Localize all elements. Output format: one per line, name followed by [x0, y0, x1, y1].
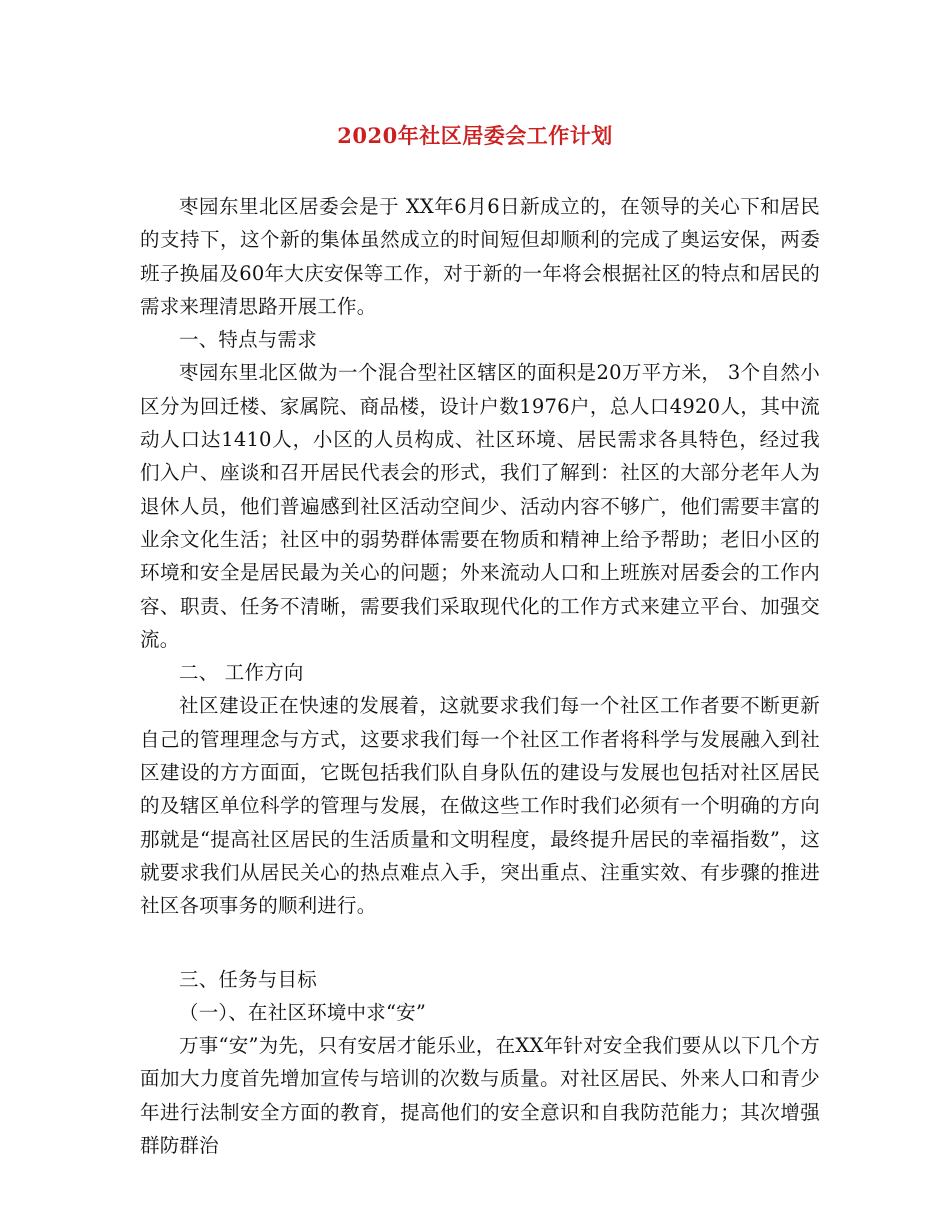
- subsection-heading-safety: （一）、在社区环境中求“安”: [179, 1000, 426, 1024]
- paragraph-spacer: [140, 923, 820, 963]
- section-heading-direction: 二、 工作方向: [179, 661, 304, 685]
- section-heading-characteristics: 一、特点与需求: [179, 328, 317, 352]
- section-paragraph-safety: 万事“安”为先，只有安居才能乐业，在XX年针对安全我们要从以下几个方面加大力度首先增加宣传与培训的次数与质量。对社区居民、外来人口和青少年进行法制安全方面的教育，提高他们的安全意识和自我防范能力；其次增强群防群治: [140, 1034, 820, 1158]
- section-paragraph-characteristics: 枣园东里北区做为一个混合型社区辖区的面积是20万平方米， 3个自然小区分为回迁楼、家属院、商品楼，设计户数1976户，总人口4920人，其中流动人口达1410人，小区的人员构成、社区环境、居民需求各具特色，经过我们入户、座谈和召开居民代表会的形式，我们了解到：社区的大部分老年人为退休人员，他们普遍感到社区活动空间少、活动内容不够广，他们需要丰富的业余文化生活；社区中的弱势群体需要在物质和精神上给予帮助；老旧小区的环境和安全是居民最为关心的问题；外来流动人口和上班族对居委会的工作内容、职责、任务不清晰，需要我们采取现代化的工作方式来建立平台、加强交流。: [140, 361, 820, 651]
- document-title: 2020年社区居委会工作计划: [337, 123, 613, 148]
- document-body: [140, 190, 820, 1162]
- intro-paragraph: 枣园东里北区居委会是于 XX年6月6日新成立的，在领导的关心下和居民的支持下，这个新的集体虽然成立的时间短但却顺利的完成了奥运安保，两委班子换届及60年大庆安保等工作，对于新的一年将会根据社区的特点和居民的需求来理清思路开展工作。: [140, 195, 820, 318]
- section-heading-tasks: 三、任务与目标: [179, 967, 317, 991]
- section-paragraph-direction: 社区建设正在快速的发展着，这就要求我们每一个社区工作者要不断更新自己的管理理念与方式，这要求我们每一个社区工作者将科学与发展融入到社区建设的方方面面，它既包括我们队自身队伍的建设与发展也包括对社区居民的及辖区单位科学的管理与发展，在做这些工作时我们必须有一个明确的方向那就是“提高社区居民的生活质量和文明程度，最终提升居民的幸福指数”，这就要求我们从居民关心的热点难点入手，突出重点、注重实效、有步骤的推进社区各项事务的顺利进行。: [140, 694, 820, 918]
